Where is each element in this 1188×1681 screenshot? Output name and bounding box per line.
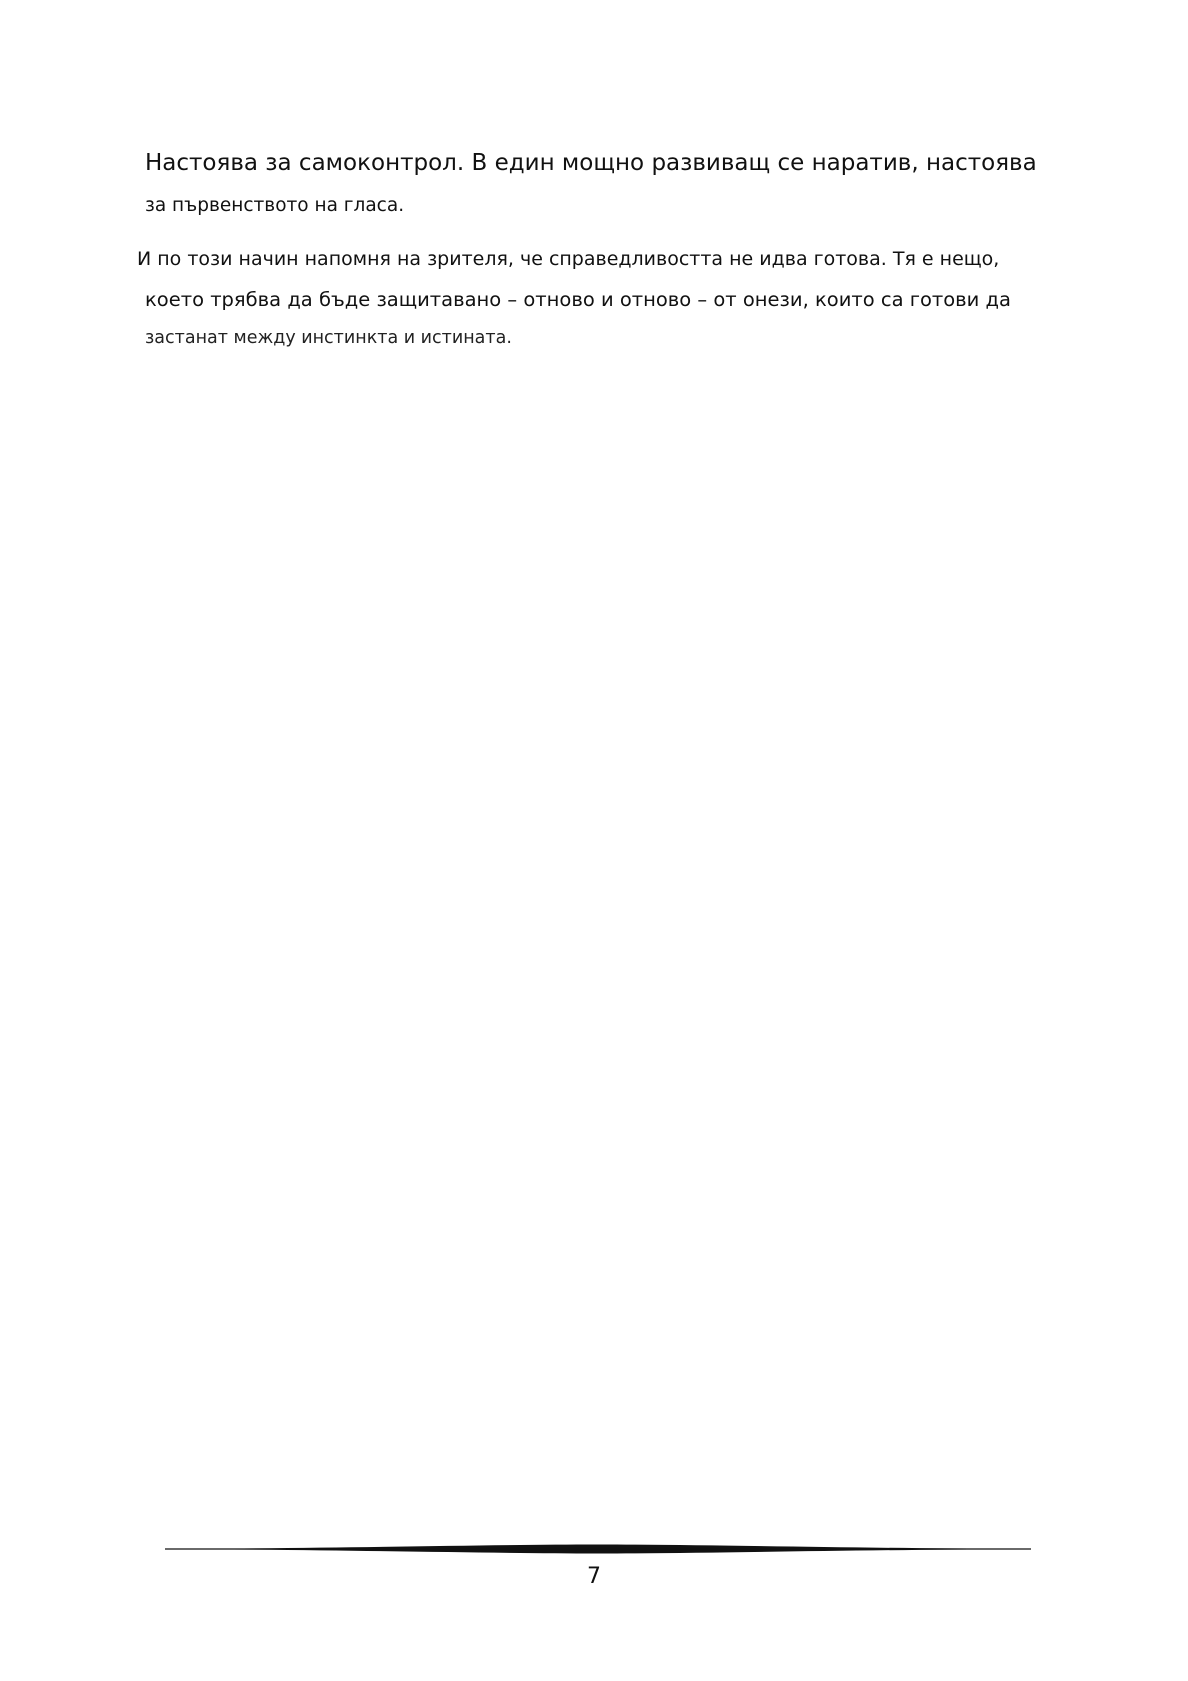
paragraph-2-line-3: застанат между инстинкта и истината.	[145, 328, 512, 348]
paragraph-1-line-2: за първенството на гласа.	[145, 195, 405, 216]
page-number: 7	[587, 1564, 601, 1589]
paragraph-1-line-1: Настоява за самоконтрол. В един мощно развиващ се наратив, настоява	[145, 150, 1037, 176]
footer-divider	[165, 1542, 1031, 1556]
paragraph-2-line-1: И по този начин напомня на зрителя, че справедливостта не идва готова. Тя е нещо,	[137, 248, 1000, 270]
paragraph-2-line-2: което трябва да бъде защитавано – отново и отново – от онези, които са готови да	[145, 288, 1011, 311]
